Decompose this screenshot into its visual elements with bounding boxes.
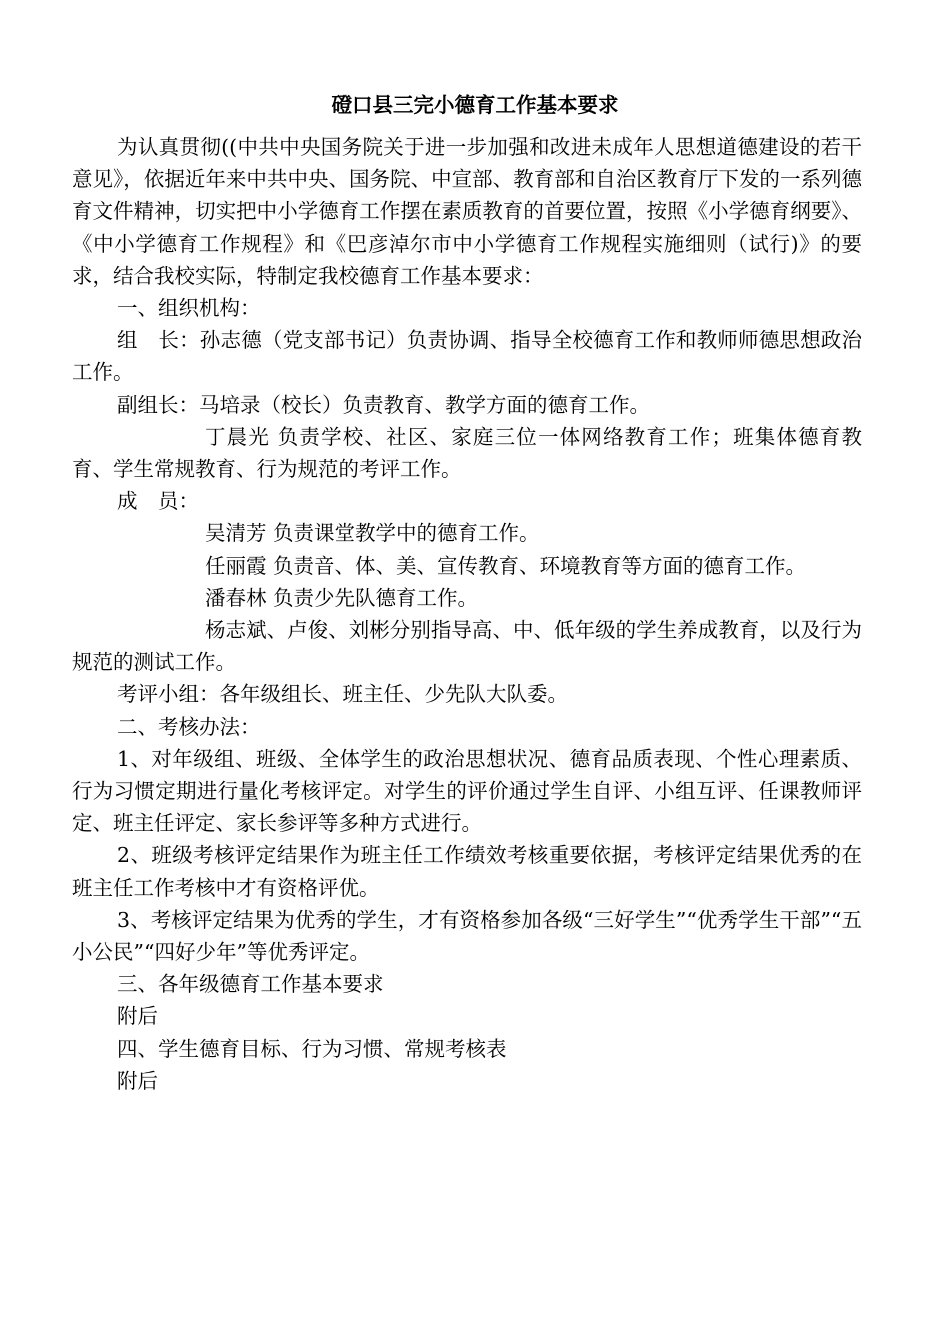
member-3: 潘春林 负责少先队德育工作。 bbox=[205, 585, 479, 610]
member-2: 任丽霞 负责音、体、美、宣传教育、环境教育等方面的德育工作。 bbox=[205, 553, 807, 578]
section4-heading: 四、学生德育目标、行为习惯、常规考核表 bbox=[117, 1036, 507, 1061]
section3-heading: 三、各年级德育工作基本要求 bbox=[117, 972, 384, 997]
member-4: 杨志斌、卢俊、刘彬分别指导高、中、低年级的学生养成教育，以及行为规范的测试工作。 bbox=[72, 618, 862, 675]
section2-heading: 二、考核办法： bbox=[117, 714, 261, 739]
review-group: 考评小组：各年级组长、班主任、少先队大队委。 bbox=[117, 682, 568, 707]
leader-paragraph: 组 长：孙志德（党支部书记）负责协调、指导全校德育工作和教师师德思想政治工作。 bbox=[72, 328, 862, 385]
method-1: 1、对年级组、班级、全体学生的政治思想状况、德育品质表现、个性心理素质、行为习惯定期进行量化考核评定。对学生的评价通过学生自评、小组互评、任课教师评定、班主任评定、家长参评等多种方式进行。 bbox=[72, 746, 862, 836]
section3-note: 附后 bbox=[117, 1004, 158, 1029]
deputy-leader-1: 副组长：马培录（校长）负责教育、教学方面的德育工作。 bbox=[117, 392, 650, 417]
document-body bbox=[72, 131, 862, 1097]
section4-note: 附后 bbox=[117, 1068, 158, 1093]
members-heading: 成 员： bbox=[117, 489, 199, 514]
method-2: 2、班级考核评定结果作为班主任工作绩效考核重要依据，考核评定结果优秀的在班主任工作考核中才有资格评优。 bbox=[72, 843, 862, 900]
section1-heading: 一、组织机构： bbox=[117, 296, 261, 321]
intro-paragraph: 为认真贯彻((中共中央国务院关于进一步加强和改进未成年人思想道德建设的若干意见》，依据近年来中共中央、国务院、中宣部、教育部和自治区教育厅下发的一系列德育文件精神，切实把中小学德育工作摆在素质教育的首要位置，按照《小学德育纲要》、《中小学德育工作规程》和《巴彦淖尔市中小学德育工作规程实施细则（试行)》的要求，结合我校实际，特制定我校德育工作基本要求： bbox=[72, 135, 862, 288]
member-1: 吴清芳 负责课堂教学中的德育工作。 bbox=[205, 521, 540, 546]
deputy-leader-2: 丁晨光 负责学校、社区、家庭三位一体网络教育工作；班集体德育教育、学生常规教育、行为规范的考评工作。 bbox=[72, 424, 862, 482]
document-title: 磴口县三完小德育工作基本要求 bbox=[331, 93, 619, 117]
method-3: 3、考核评定结果为优秀的学生，才有资格参加各级“三好学生”“优秀学生干部”“五小公民”“四好少年”等优秀评定。 bbox=[72, 907, 862, 965]
